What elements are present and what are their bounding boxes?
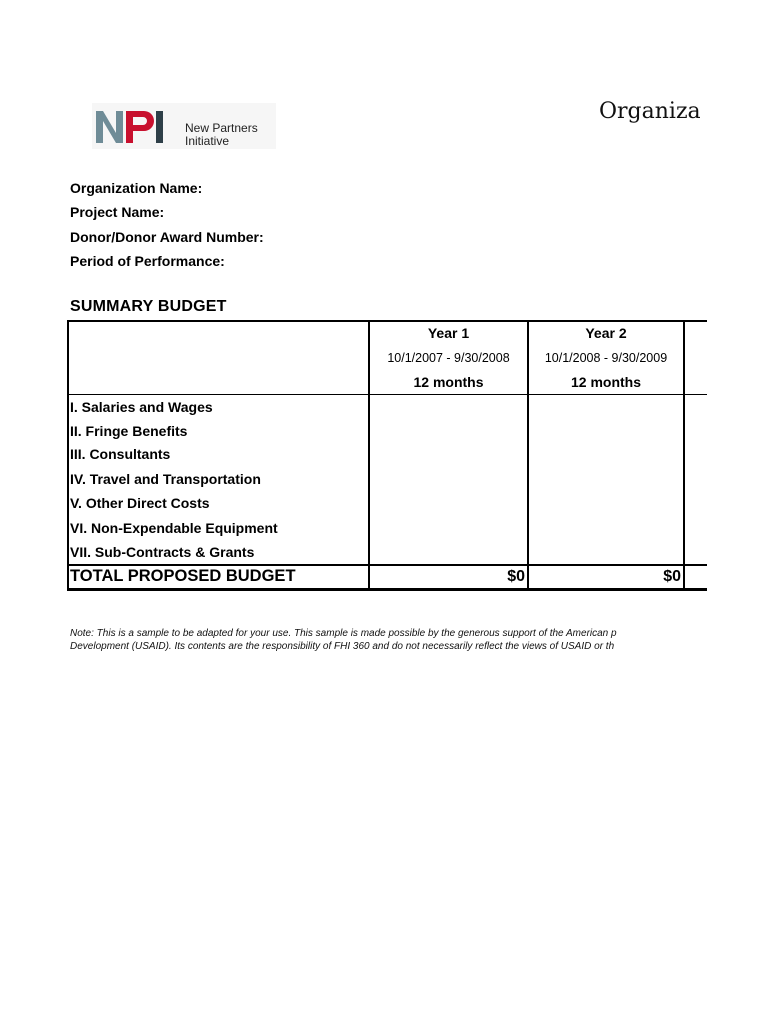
row-non-expendable-equipment: VI. Non-Expendable Equipment <box>70 520 278 536</box>
year-1-months: 12 months <box>413 374 484 390</box>
organization-name-label: Organization Name: <box>70 180 203 196</box>
project-name-label: Project Name: <box>70 204 165 221</box>
footnote-line-1: Note: This is a sample to be adapted for your use. This sample is made possible by the generous support of the American p <box>70 628 617 639</box>
total-proposed-budget-label: TOTAL PROPOSED BUDGET <box>70 567 296 585</box>
npi-logo <box>92 103 276 149</box>
year-1-dates: 10/1/2007 - 9/30/2008 <box>387 351 510 365</box>
logo-line-2: Initiative <box>185 134 230 148</box>
header-divider <box>67 394 707 395</box>
year-1-header: Year 1 <box>427 325 470 341</box>
donor-award-number-label: Donor/Donor Award Number: <box>70 228 264 245</box>
total-divider <box>67 564 707 566</box>
period-of-performance-label: Period of Performance: <box>70 252 225 269</box>
row-sub-contracts-and-grants: VII. Sub-Contracts & Grants <box>70 544 255 560</box>
column-divider-3 <box>683 320 685 591</box>
year-2-total: $0 <box>663 568 681 585</box>
year-2-months: 12 months <box>570 374 641 390</box>
footnote <box>70 627 617 653</box>
year-1-total: $0 <box>507 568 525 585</box>
footnote-line-2: Development (USAID). Its contents are the responsibility of FHI 360 and do not necessarily reflect the views of USAID or th <box>70 641 615 652</box>
row-travel-and-transportation: IV. Travel and Transportation <box>70 471 261 487</box>
row-fringe-benefits: II. Fringe Benefits <box>70 423 188 439</box>
table-border-top <box>67 320 707 322</box>
year-2-dates: 10/1/2008 - 9/30/2009 <box>544 351 668 365</box>
row-consultants: III. Consultants <box>70 446 171 462</box>
table-border-bottom <box>67 588 707 591</box>
table-border-left <box>67 320 69 591</box>
row-other-direct-costs: V. Other Direct Costs <box>70 495 210 511</box>
organization-info <box>70 180 264 277</box>
row-salaries-and-wages: I. Salaries and Wages <box>70 399 213 415</box>
summary-budget-table <box>67 320 707 591</box>
logo-line-1: New Partners <box>185 121 258 135</box>
year-2-header: Year 2 <box>585 325 627 341</box>
npi-logo-icon <box>96 109 182 145</box>
document-title: Organiza <box>599 99 701 124</box>
section-title: SUMMARY BUDGET <box>70 298 227 315</box>
